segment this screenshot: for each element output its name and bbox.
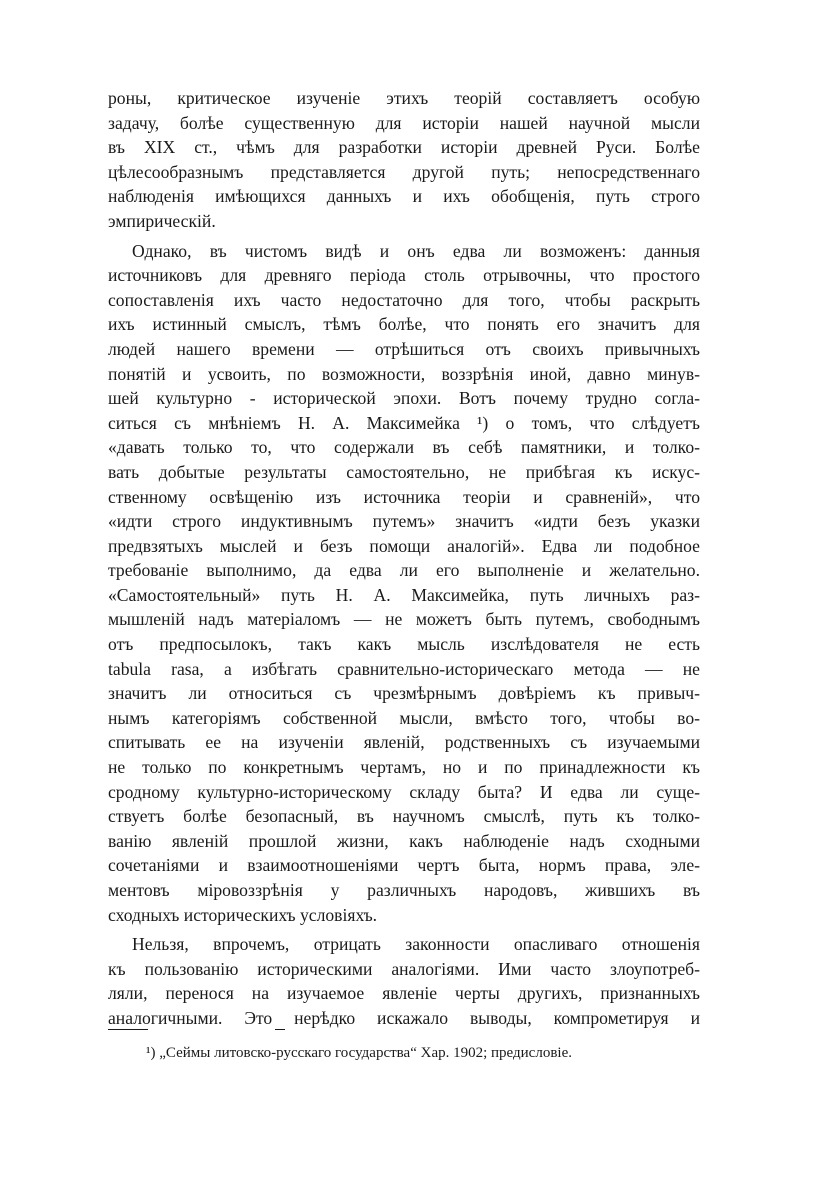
- text-line: «Самостоятельный» путь Н. А. Максимейка, путь личныхъ раз-: [108, 584, 700, 605]
- text-line: Нельзя, впрочемъ, отрицать законности опасливаго отношенія: [132, 934, 700, 955]
- text-line: ванію явленій прошлой жизни, какъ наблюденіе надъ сходными: [108, 830, 700, 851]
- text-line: предвзятыхъ мыслей и безъ помощи аналогій». Едва ли подобное: [108, 535, 700, 556]
- text-line: задачу, болѣе существенную для исторіи нашей научной мысли: [108, 112, 700, 133]
- page-body: [108, 86, 700, 1031]
- paragraph-2: [108, 239, 700, 928]
- text-line: эмпирическій.: [108, 210, 216, 231]
- text-line: ственному освѣщенію изъ источника теоріи и сравненій», что: [108, 486, 700, 507]
- text-line: сочетаніями и взаимоотношеніями чертъ быта, нормъ права, эле-: [108, 855, 700, 876]
- text-line: мышленій надъ матеріаломъ — не можетъ быть путемъ, свободнымъ: [108, 609, 700, 630]
- text-line: сопоставленія ихъ часто недостаточно для того, чтобы раскрыть: [108, 289, 700, 310]
- text-line: цѣлесообразнымъ представляется другой путь; непосредственнаго: [108, 161, 700, 182]
- text-line: источниковъ для древняго періода столь отрывочны, что простого: [108, 265, 700, 286]
- footnote: ¹) „Сеймы литовско-русскаго государства“ Хар. 1902; предисловіе.: [146, 1045, 572, 1061]
- text-line: понятій и усвоить, по возможности, воззрѣнія иной, давно минув-: [108, 363, 700, 384]
- text-line: шей культурно - исторической эпохи. Вотъ почему трудно согла-: [108, 388, 700, 409]
- text-line: не только по конкретнымъ чертамъ, но и по принадлежности къ: [108, 757, 700, 778]
- text-line: сходныхъ историческихъ условіяхъ.: [108, 904, 378, 925]
- text-line: въ XIX ст., чѣмъ для разработки исторіи древней Руси. Болѣе: [108, 137, 700, 158]
- footnote-rule-mark: [275, 1029, 285, 1030]
- text-line: наблюденія имѣющихся данныхъ и ихъ обобщенія, путь строго: [108, 186, 700, 207]
- text-line: къ пользованію историческими аналогіями. Ими часто злоупотреб-: [108, 958, 700, 979]
- text-line: ляли, перенося на изучаемое явленіе черты другихъ, признанныхъ: [108, 983, 700, 1004]
- text-line: ситься съ мнѣніемъ Н. А. Максимейка ¹) о томъ, что слѣдуетъ: [108, 412, 700, 433]
- text-line: ментовъ міровоззрѣнія у различныхъ народовъ, жившихъ въ: [108, 880, 700, 900]
- footnote-rule: [108, 1029, 148, 1030]
- paragraph-3: [108, 932, 700, 1030]
- text-line: Однако, въ чистомъ видѣ и онъ едва ли возможенъ: данныя: [132, 240, 700, 261]
- text-line: вать добытые результаты самостоятельно, не прибѣгая къ искус-: [108, 461, 700, 482]
- text-line: отъ предпосылокъ, такъ какъ мысль изслѣдователя не есть: [108, 634, 700, 655]
- text-line: сродному культурно-историческому складу быта? И едва ли суще-: [108, 781, 700, 802]
- text-line: «давать только то, что содержали въ себѣ памятники, и толко-: [108, 437, 700, 458]
- paragraph-1: [108, 86, 700, 234]
- text-line: значитъ ли относиться съ чрезмѣрнымъ довѣріемъ къ привыч-: [108, 683, 700, 704]
- text-line: ствуетъ болѣе безопасный, въ научномъ смыслѣ, путь къ толко-: [108, 806, 700, 827]
- text-line: tabula rasa, а избѣгать сравнительно-историческаго метода — не: [108, 658, 700, 679]
- text-line: спитывать ее на изученіи явленій, родственныхъ съ изучаемыми: [108, 732, 700, 753]
- text-line: людей нашего времени — отрѣшиться отъ своихъ привычныхъ: [108, 338, 700, 359]
- text-line: нымъ категоріямъ собственной мысли, вмѣсто того, чтобы во-: [108, 707, 700, 728]
- text-line: аналогичными. Это нерѣдко искажало выводы, компрометируя и: [108, 1007, 700, 1028]
- text-line: роны, критическое изученіе этихъ теорій составляетъ особую: [108, 88, 700, 108]
- text-line: требованіе выполнимо, да едва ли его выполненіе и желательно.: [108, 560, 700, 581]
- text-line: «идти строго индуктивнымъ путемъ» значитъ «идти безъ указки: [108, 511, 700, 532]
- text-line: ихъ истинный смыслъ, тѣмъ болѣе, что понять его значитъ для: [108, 314, 700, 335]
